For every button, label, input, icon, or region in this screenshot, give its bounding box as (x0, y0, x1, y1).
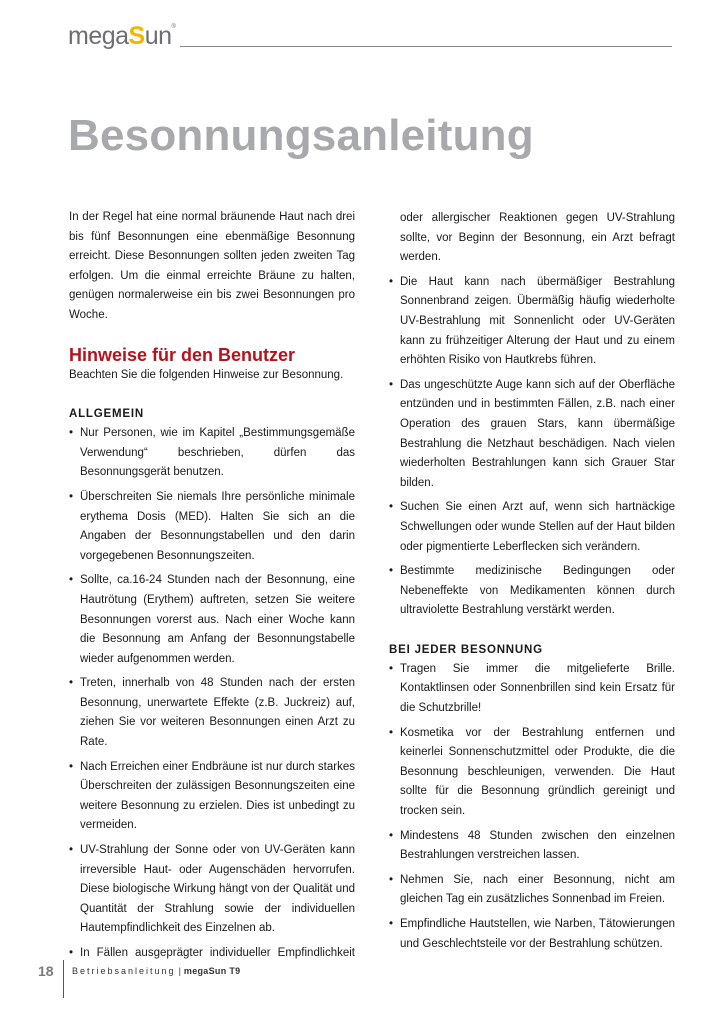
list-item (69, 488, 355, 566)
list-item (69, 424, 355, 483)
list-item (69, 571, 355, 669)
list-item-text: In Fällen ausgeprägter individueller Empfindlichkeit (80, 947, 355, 959)
allgemein-list-continued (389, 273, 675, 621)
bullet-icon: • (69, 574, 74, 587)
bullet-icon: • (69, 947, 74, 959)
list-item-text: Treten, innerhalb von 48 Stunden nach der ersten Besonnung, unerwartete Effekte (z.B. Juckreiz) auf, ziehen Sie vor weiteren Besonnungen einen Arzt zu Rate. (80, 677, 355, 749)
bullet-icon: • (69, 677, 74, 690)
bullet-icon: • (389, 726, 394, 739)
bullet-icon: • (69, 760, 74, 773)
jede-besonnung-list (389, 660, 675, 954)
bullet-icon: • (389, 918, 394, 930)
list-item-text: Nur Personen, wie im Kapitel „Bestimmungsgemäße Verwendung“ beschrieben, dürfen das Besonnungsgerät benutzen. (80, 427, 355, 479)
list-item-text: Nach Erreichen einer Endbräune ist nur durch starkes Überschreiten der zulässigen Besonnungszeiten eine weitere Besonnung zu erzielen. Dies ist unbedingt zu vermeiden. (80, 760, 355, 832)
footer-doc-label: Betriebsanleitung (72, 966, 176, 976)
logo-text-suffix: un (144, 22, 172, 50)
bullet-icon: • (389, 378, 394, 391)
bullet-icon: • (389, 501, 394, 514)
list-item (389, 724, 675, 822)
page-title: Besonnungsanleitung (68, 111, 534, 160)
footer-label (72, 966, 240, 976)
list-item (69, 841, 355, 939)
list-item (69, 674, 355, 752)
bullet-icon: • (69, 427, 74, 440)
list-item-text: Bestimmte medizinische Bedingungen oder Nebeneffekte von Medikamenten können durch ultraviolette Bestrahlung verstärkt werden. (400, 565, 675, 617)
bullet-icon: • (389, 565, 394, 578)
list-item (389, 376, 675, 494)
list-item-text: Suchen Sie einen Arzt auf, wenn sich hartnäckige Schwellungen oder wunde Stellen auf der Haut bilden oder pigmentierte Leberflecken sich verändern. (400, 501, 675, 553)
list-item-text: Nehmen Sie, nach einer Besonnung, nicht am gleichen Tag ein zusätzliches Sonnenbad im Freien. (400, 873, 675, 906)
list-item (389, 871, 675, 910)
bullet-icon: • (389, 873, 394, 886)
list-item-text: Mindestens 48 Stunden zwischen den einzelnen Bestrahlungen verstreichen lassen. (400, 829, 675, 862)
list-item (389, 562, 675, 621)
allgemein-list (69, 424, 355, 963)
right-column (389, 209, 675, 959)
list-item-text: Tragen Sie immer die mitgelieferte Brille. Kontaktlinsen oder Sonnenbrillen sind kein Ersatz für die Schutzbrille! (400, 662, 675, 715)
allgemein-heading: ALLGEMEIN (69, 408, 144, 421)
registered-mark: ® (171, 24, 176, 30)
header-rule (180, 46, 672, 47)
list-item (389, 827, 675, 866)
list-item-text: Das ungeschützte Auge kann sich auf der Oberfläche entzünden und in bestimmten Fällen, z.B. nach einer Operation des grauen Stars, kann übermäßige Bestrahlung die Netzhaut beschädigen. Nach vielen wiederholten Bestrahlungen kann sich Grauer Star bilden. (400, 378, 675, 489)
list-item (389, 915, 675, 954)
list-item (69, 944, 355, 964)
intro-paragraph: In der Regel hat eine normal bräunende Haut nach drei bis fünf Besonnungen eine ebenmäßige Besonnung erreicht. Diese Besonnungen sollten jeden zweiten Tag erfolgen. Um die einmal erreichte Bräune zu halten, genügen normalerweise ein bis zwei Besonnungen pro Woche. (69, 211, 355, 321)
list-item-text: Kosmetika vor der Bestrahlung entfernen und keinerlei Sonnenschutzmittel oder Produkte, die die Besonnung beschleunigen, verwenden. Die Haut sollte für die Besonnung gründlich gereinigt und trocken sein. (400, 726, 675, 818)
list-item-text: UV-Strahlung der Sonne oder von UV-Geräten kann irreversible Haut- oder Augenschäden hervorrufen. Diese biologische Wirkung hängt von der Qualität und Quantität der Strahlung sowie der individuellen Hautempfindlichkeit des Einzelnen ab. (80, 844, 355, 935)
bullet-icon: • (389, 662, 394, 675)
jede-besonnung-heading: BEI JEDER BESONNUNG (389, 643, 543, 656)
bullet-icon: • (389, 829, 394, 842)
page-number: 18 (38, 963, 54, 979)
left-column (69, 208, 355, 969)
list-item (69, 758, 355, 836)
list-item-text: Überschreiten Sie niemals Ihre persönliche minimale erythema Dosis (MED). Halten Sie sich an die Angaben der Besonnungstabellen und den darin vorgegebenen Besonnungszeiten. (80, 490, 355, 562)
footer-rule (63, 960, 64, 998)
megasun-logo (68, 22, 175, 51)
list-item-text: Sollte, ca.16-24 Stunden nach der Besonnung, eine Hautrötung (Erythem) auftreten, setzen Sie weitere Besonnungen vorerst aus. Nach einer Woche kann die Besonnung am Anfang der Besonnungstabelle wieder aufgenommen werden. (80, 574, 355, 665)
list-item (389, 273, 675, 371)
section-lead: Beachten Sie die folgenden Hinweise zur Besonnung. (69, 368, 344, 381)
logo-text-prefix: mega (68, 22, 129, 50)
list-item-text: Die Haut kann nach übermäßiger Bestrahlung Sonnenbrand zeigen. Übermäßig häufig wiederholte UV-Bestrahlung mit Sonnenlicht oder UV-Geräten kann zu frühzeitiger Alterung der Haut und zu einem erhöhten Risiko von Hautkrebs führen. (400, 275, 675, 367)
footer-model: megaSun T9 (183, 966, 241, 976)
list-item (389, 660, 675, 719)
footer-separator: | (178, 966, 181, 976)
list-item (389, 498, 675, 557)
logo-sun-letter: S (128, 22, 145, 50)
list-item-continuation: oder allergischer Reaktionen gegen UV-Strahlung sollte, vor Beginn der Besonnung, ein Arzt befragt werden. (400, 212, 675, 264)
bullet-icon: • (389, 275, 394, 288)
bullet-icon: • (69, 490, 74, 503)
list-item-text: Empfindliche Hautstellen, wie Narben, Tätowierungen und Geschlechtsteile vor der Bestrahlung schützen. (400, 918, 675, 950)
bullet-icon: • (69, 844, 74, 857)
section-heading: Hinweise für den Benutzer (69, 344, 296, 365)
